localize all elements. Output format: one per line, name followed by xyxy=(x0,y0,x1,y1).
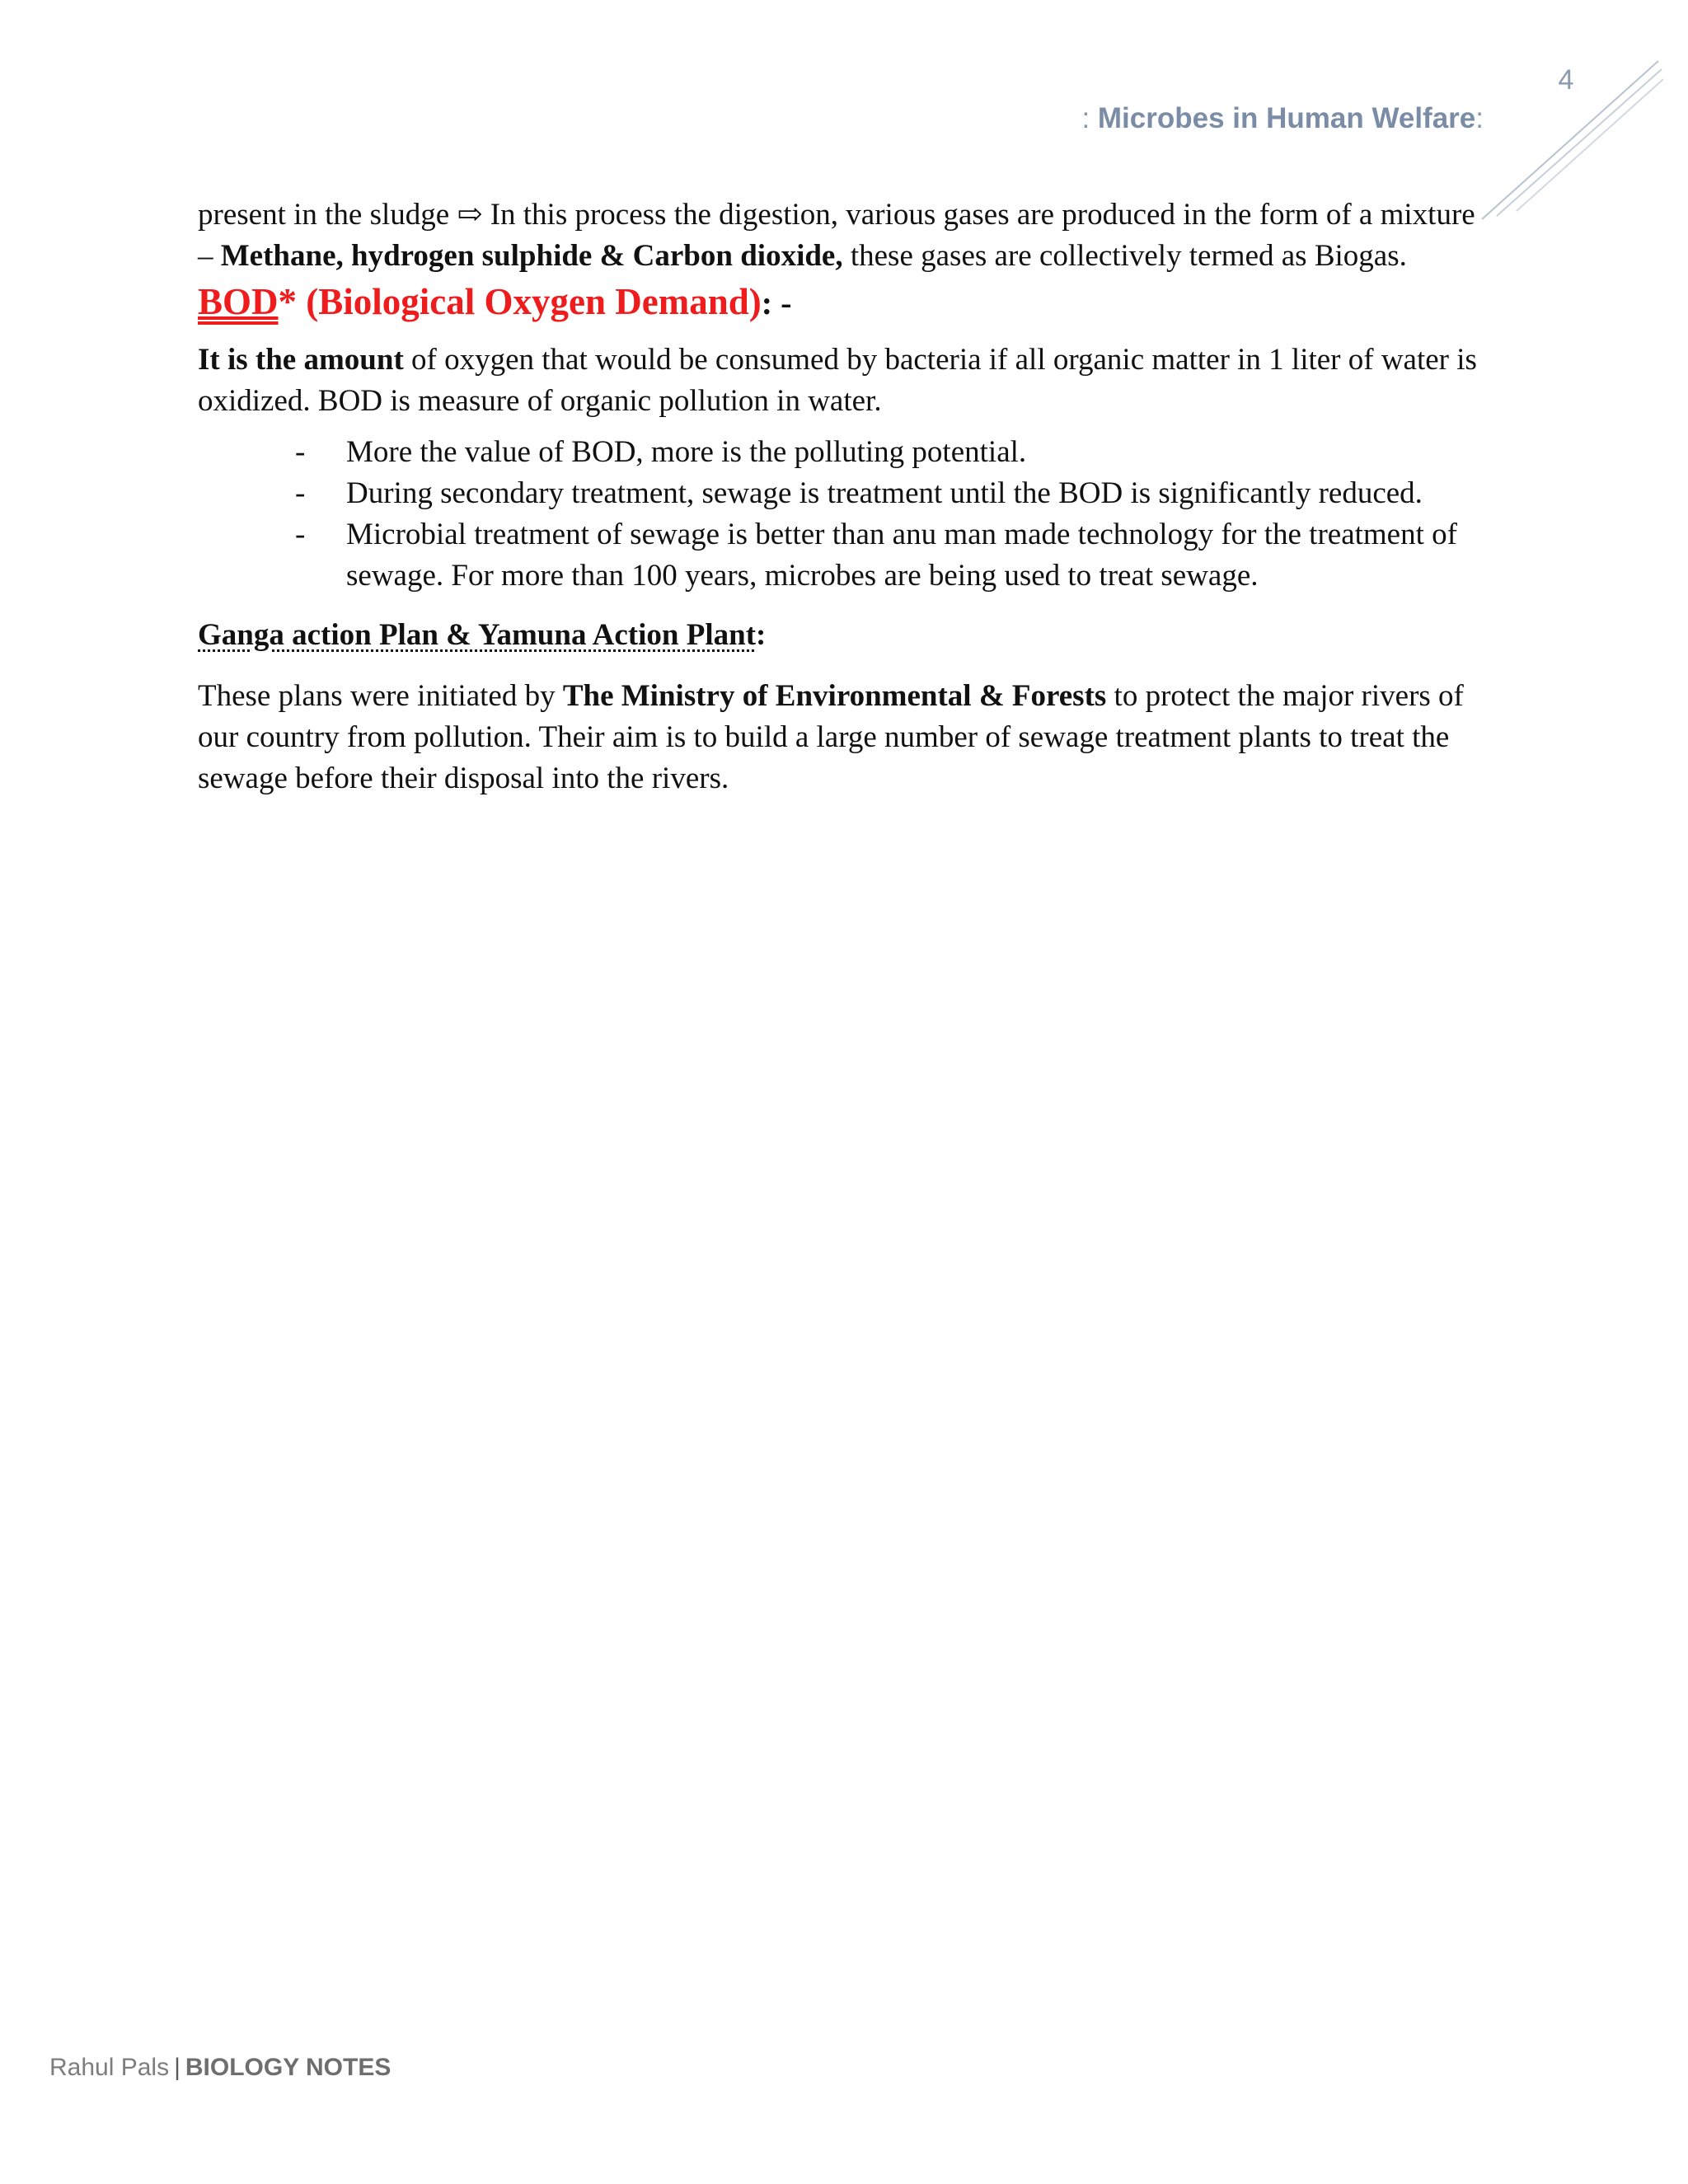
ministry-name: The Ministry of Environmental & Forests xyxy=(562,679,1107,713)
list-item-text: More the value of BOD, more is the polluting potential. xyxy=(346,435,1027,469)
intro-text-3: these gases are collectively termed as Biogas. xyxy=(842,239,1407,273)
list-item xyxy=(198,432,1484,473)
header-suffix: : xyxy=(1475,102,1484,134)
footer-notes: BIOLOGY NOTES xyxy=(185,2054,392,2081)
gases-list: Methane, hydrogen sulphide & Carbon dioxide, xyxy=(220,239,843,273)
bod-definition-bold: It is the amount xyxy=(198,343,404,377)
bod-heading-text: * (Biological Oxygen Demand) xyxy=(278,281,762,322)
bod-heading-tail: : - xyxy=(761,284,792,321)
header-title-text: Microbes in Human Welfare xyxy=(1097,102,1476,134)
bod-heading xyxy=(198,277,1484,328)
bod-definition-text: of oxygen that would be consumed by bacteria if all organic matter in 1 liter of water is oxidized. BOD is measure of organic pollution in water. xyxy=(198,343,1477,418)
footer-separator: | xyxy=(174,2054,181,2081)
ganga-text-2: to protect the major rivers of our country from pollution. Their aim is to build a large number of sewage treatment plants to treat the sewage before their disposal into the rivers. xyxy=(198,679,1464,795)
list-item xyxy=(198,473,1484,514)
intro-paragraph xyxy=(198,194,1484,277)
intro-text-1: present in the sludge xyxy=(198,198,457,232)
footer-author: Rahul Pals xyxy=(49,2054,170,2081)
list-item-text: During secondary treatment, sewage is treatment until the BOD is significantly reduced. xyxy=(346,476,1423,510)
page-number: 4 xyxy=(1558,64,1574,96)
page-footer xyxy=(49,2054,391,2082)
corner-decoration xyxy=(1467,58,1665,231)
bod-abbreviation: BOD xyxy=(198,281,279,322)
bod-bullet-list xyxy=(198,432,1484,597)
ganga-heading-text: Ganga action Plan & Yamuna Action Plant xyxy=(198,618,757,652)
ganga-heading xyxy=(198,615,1484,656)
ganga-text-1: These plans were initiated by xyxy=(198,679,563,713)
document-body xyxy=(198,194,1484,799)
intro-text-2: In this process the digestion, various gases are produced in the form of a mixture – xyxy=(198,198,1475,273)
bullet-dash: - xyxy=(295,518,306,551)
running-header xyxy=(1081,102,1484,135)
arrow-icon: ⇨ xyxy=(457,198,483,232)
header-prefix: : xyxy=(1081,102,1098,134)
ganga-heading-colon: : xyxy=(756,618,767,652)
bullet-dash: - xyxy=(295,476,306,510)
list-item xyxy=(198,514,1484,597)
list-item-text: Microbial treatment of sewage is better than anu man made technology for the treatment of sewage. For more than 100 years, microbes are being used to treat sewage. xyxy=(346,518,1457,593)
bullet-dash: - xyxy=(295,435,306,469)
ganga-paragraph xyxy=(198,676,1484,799)
bod-definition xyxy=(198,340,1484,422)
